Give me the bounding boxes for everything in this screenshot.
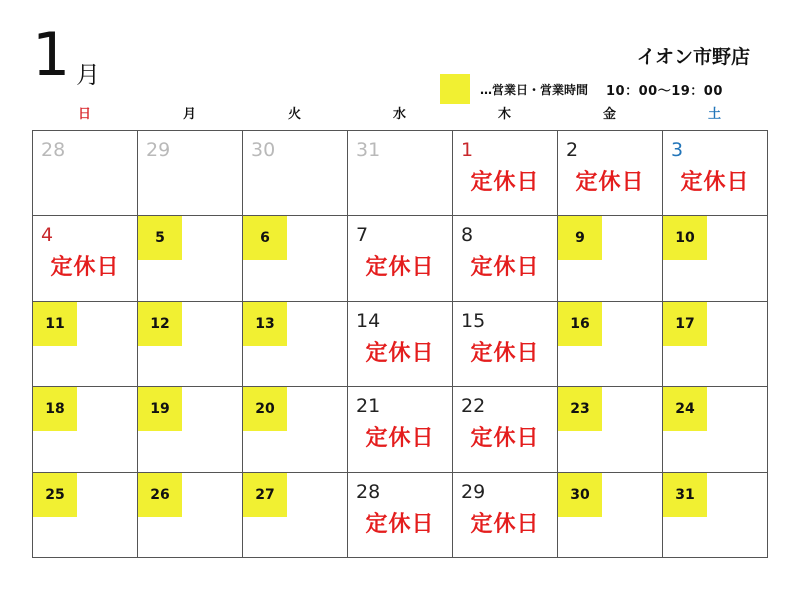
day-number: 28 bbox=[41, 139, 66, 161]
month-label: 月 bbox=[76, 61, 100, 89]
closed-day-label: 定休日 bbox=[470, 511, 540, 537]
calendar-day-cell bbox=[243, 473, 348, 558]
calendar-day-cell bbox=[663, 473, 768, 558]
business-day-number: 23 bbox=[558, 387, 602, 431]
calendar-day-cell bbox=[663, 302, 768, 387]
calendar-day-cell bbox=[558, 302, 663, 387]
calendar-day-cell bbox=[348, 216, 453, 301]
calendar-day-cell bbox=[243, 302, 348, 387]
legend-text: …営業日・営業時間 bbox=[480, 82, 589, 97]
day-number: 29 bbox=[146, 139, 171, 161]
day-number: 22 bbox=[461, 395, 486, 418]
business-day-number: 31 bbox=[663, 473, 707, 517]
calendar-day-cell bbox=[138, 302, 243, 387]
closed-day-label: 定休日 bbox=[470, 255, 540, 281]
weekday-tuesday: 火 bbox=[287, 107, 301, 122]
calendar-day-cell bbox=[138, 216, 243, 301]
day-number: 28 bbox=[356, 480, 381, 503]
calendar-day-cell bbox=[453, 302, 558, 387]
calendar-day-cell bbox=[663, 216, 768, 301]
day-number: 14 bbox=[356, 309, 381, 332]
calendar-day-cell bbox=[33, 473, 138, 558]
closed-day-label: 定休日 bbox=[575, 170, 645, 195]
closed-day-label: 定休日 bbox=[365, 340, 435, 366]
calendar-day-cell bbox=[453, 216, 558, 301]
day-number: 4 bbox=[41, 224, 54, 247]
business-day-number: 11 bbox=[33, 302, 77, 346]
business-day-number: 10 bbox=[663, 216, 707, 260]
calendar-grid bbox=[32, 130, 768, 558]
day-number: 8 bbox=[461, 224, 474, 247]
calendar-day-cell bbox=[663, 131, 768, 216]
day-number: 29 bbox=[461, 480, 486, 503]
calendar-day-cell bbox=[138, 473, 243, 558]
calendar-day-cell bbox=[243, 387, 348, 472]
day-number: 31 bbox=[356, 139, 381, 161]
day-number: 1 bbox=[461, 139, 474, 161]
closed-day-label: 定休日 bbox=[470, 426, 540, 452]
weekday-sunday: 日 bbox=[77, 107, 91, 122]
business-day-number: 5 bbox=[138, 216, 182, 260]
calendar-day-cell bbox=[348, 473, 453, 558]
calendar-day-cell bbox=[33, 216, 138, 301]
calendar-day-cell bbox=[33, 302, 138, 387]
calendar-day-cell bbox=[453, 131, 558, 216]
day-number: 7 bbox=[356, 224, 369, 247]
legend-swatch bbox=[440, 74, 470, 104]
calendar-day-cell bbox=[558, 131, 663, 216]
closed-day-label: 定休日 bbox=[680, 170, 750, 195]
day-number: 3 bbox=[671, 139, 684, 161]
business-day-number: 26 bbox=[138, 473, 182, 517]
business-day-number: 18 bbox=[33, 387, 77, 431]
business-day-number: 13 bbox=[243, 302, 287, 346]
calendar-day-cell bbox=[33, 131, 138, 216]
calendar-day-cell bbox=[138, 387, 243, 472]
weekday-monday: 月 bbox=[182, 107, 196, 122]
day-number: 30 bbox=[251, 139, 276, 161]
calendar-day-cell bbox=[138, 131, 243, 216]
business-day-number: 27 bbox=[243, 473, 287, 517]
business-day-number: 19 bbox=[138, 387, 182, 431]
legend bbox=[440, 74, 723, 104]
weekday-wednesday: 水 bbox=[392, 107, 406, 122]
calendar-day-cell bbox=[558, 216, 663, 301]
closed-day-label: 定休日 bbox=[50, 255, 120, 281]
closed-day-label: 定休日 bbox=[470, 170, 540, 195]
weekday-saturday: 土 bbox=[707, 107, 721, 122]
weekday-header bbox=[32, 106, 768, 124]
store-name: イオン市野店 bbox=[636, 46, 750, 68]
day-number: 15 bbox=[461, 309, 486, 332]
business-hours: 10：00〜19：00 bbox=[606, 83, 723, 99]
closed-day-label: 定休日 bbox=[365, 255, 435, 281]
closed-day-label: 定休日 bbox=[365, 511, 435, 537]
calendar-day-cell bbox=[558, 387, 663, 472]
calendar-day-cell bbox=[243, 216, 348, 301]
calendar-day-cell bbox=[558, 473, 663, 558]
business-day-number: 9 bbox=[558, 216, 602, 260]
weekday-thursday: 木 bbox=[497, 107, 511, 122]
calendar-day-cell bbox=[453, 473, 558, 558]
closed-day-label: 定休日 bbox=[470, 340, 540, 366]
business-day-number: 17 bbox=[663, 302, 707, 346]
calendar-day-cell bbox=[33, 387, 138, 472]
business-day-number: 16 bbox=[558, 302, 602, 346]
calendar-day-cell bbox=[348, 302, 453, 387]
business-day-number: 30 bbox=[558, 473, 602, 517]
month-number: 1 bbox=[32, 20, 71, 90]
day-number: 21 bbox=[356, 395, 381, 418]
business-day-number: 6 bbox=[243, 216, 287, 260]
calendar-day-cell bbox=[663, 387, 768, 472]
day-number: 2 bbox=[566, 139, 579, 161]
business-day-number: 12 bbox=[138, 302, 182, 346]
business-day-number: 25 bbox=[33, 473, 77, 517]
business-day-number: 24 bbox=[663, 387, 707, 431]
calendar-day-cell bbox=[348, 387, 453, 472]
business-day-number: 20 bbox=[243, 387, 287, 431]
calendar-day-cell bbox=[453, 387, 558, 472]
calendar-day-cell bbox=[243, 131, 348, 216]
calendar-day-cell bbox=[348, 131, 453, 216]
weekday-friday: 金 bbox=[602, 107, 616, 122]
closed-day-label: 定休日 bbox=[365, 426, 435, 452]
